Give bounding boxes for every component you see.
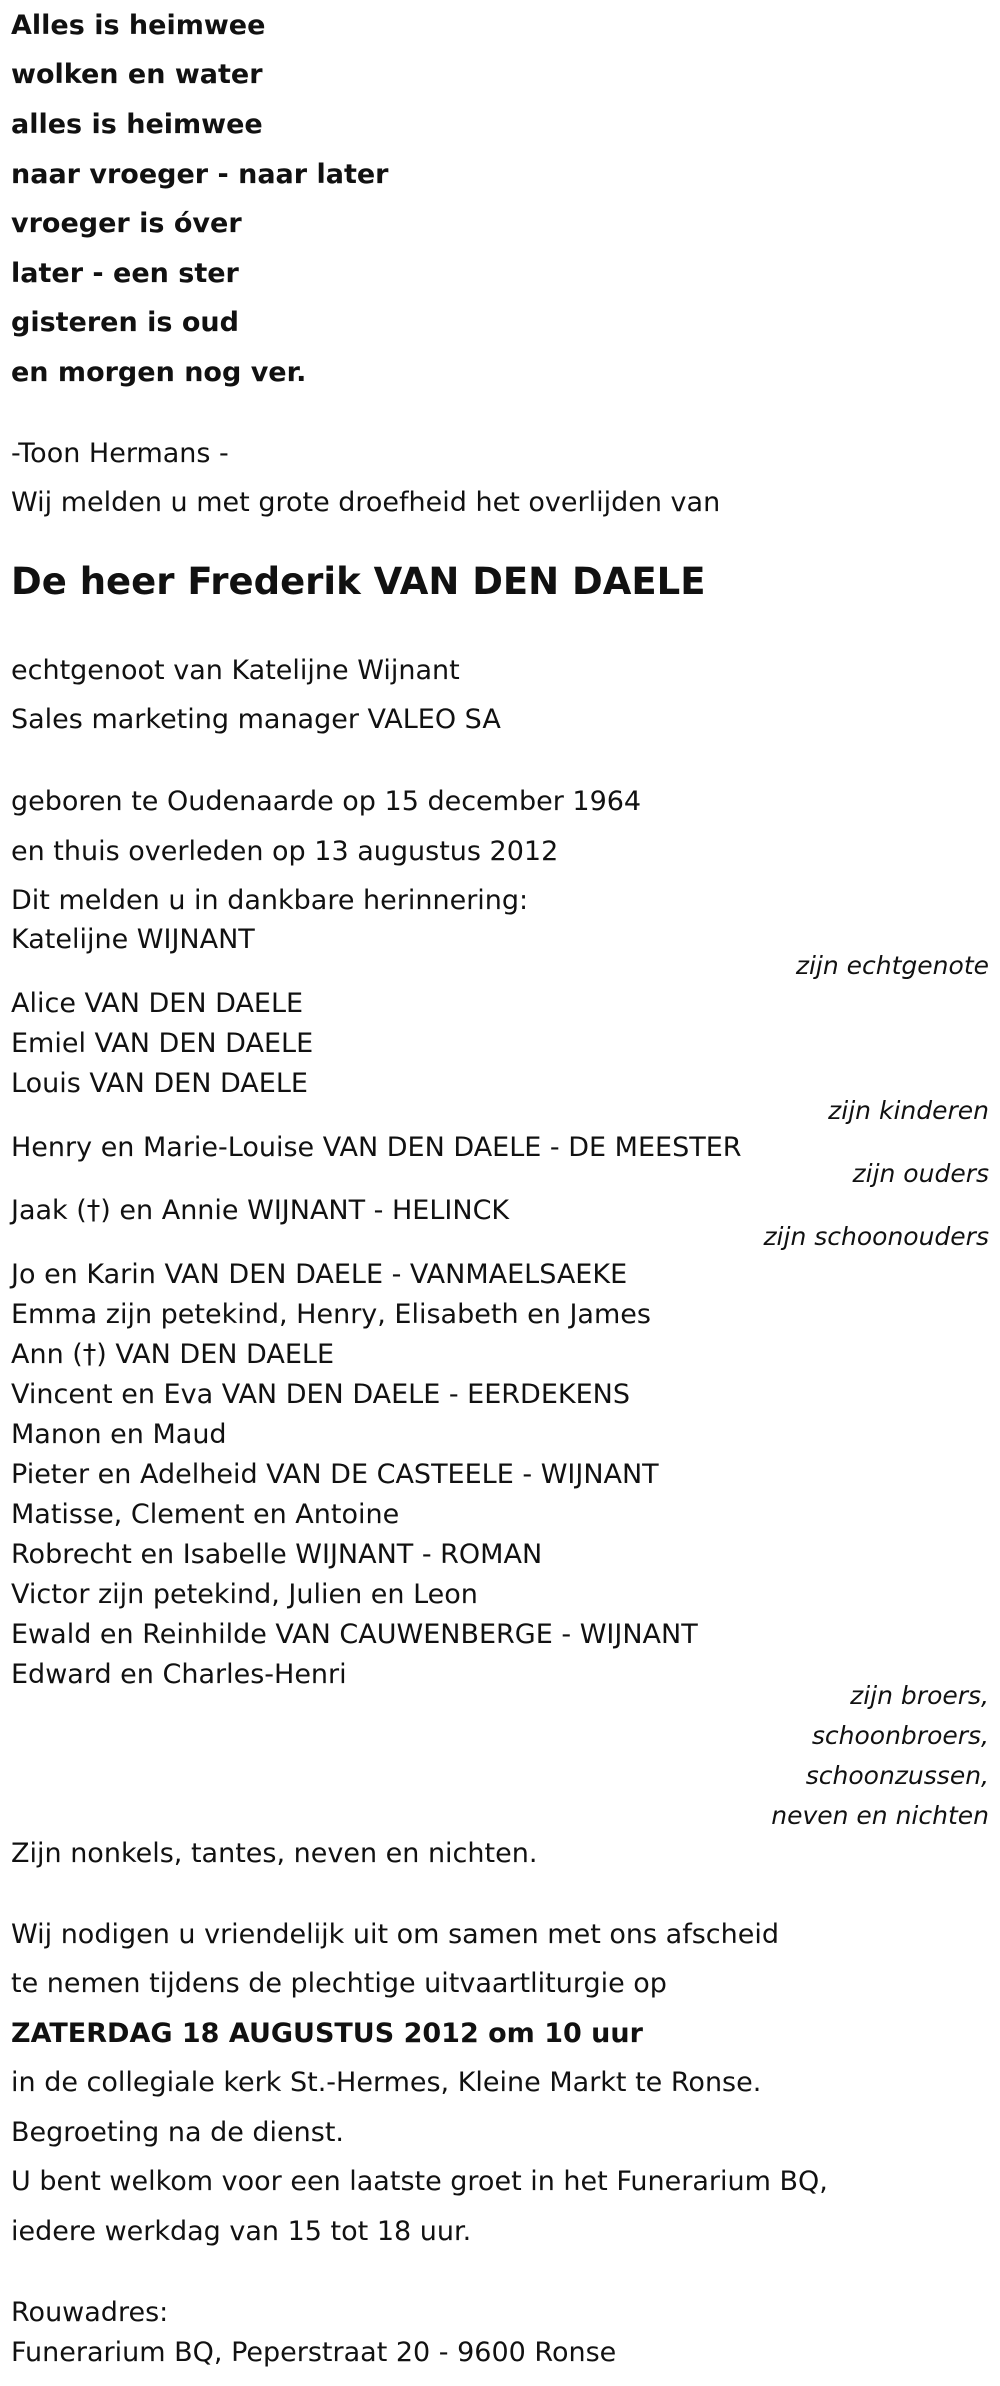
ceremony-location: in de collegiale kerk St.-Hermes, Kleine Markt te Ronse. [11, 2067, 762, 2098]
role-siblings: neven en nichten [771, 1801, 989, 1830]
poem-line: Alles is heimwee [11, 10, 266, 41]
family-sibling: Ewald en Reinhilde VAN CAUWENBERGE - WIJNANT [11, 1619, 698, 1650]
role-parents: zijn ouders [852, 1159, 989, 1188]
poem-line: wolken en water [11, 59, 263, 90]
deceased-name: De heer Frederik VAN DEN DAELE [11, 560, 706, 603]
role-siblings: zijn broers, [850, 1681, 989, 1710]
spouse-line: echtgenoot van Katelijne Wijnant [11, 655, 460, 686]
visit-line: iedere werkdag van 15 tot 18 uur. [11, 2216, 472, 2247]
family-sibling: Pieter en Adelheid VAN DE CASTEELE - WIJNANT [11, 1459, 659, 1490]
role-siblings: schoonbroers, [811, 1721, 989, 1750]
family-sibling: Matisse, Clement en Antoine [11, 1499, 400, 1530]
family-sibling: Emma zijn petekind, Henry, Elisabeth en James [11, 1299, 651, 1330]
ceremony-date: ZATERDAG 18 AUGUSTUS 2012 om 10 uur [11, 2018, 643, 2049]
job-line: Sales marketing manager VALEO SA [11, 704, 501, 735]
poem-line: vroeger is óver [11, 208, 242, 239]
family-sibling: Ann (†) VAN DEN DAELE [11, 1339, 334, 1370]
family-sibling: Robrecht en Isabelle WIJNANT - ROMAN [11, 1539, 543, 1570]
poem-line: en morgen nog ver. [11, 357, 307, 388]
family-sibling: Jo en Karin VAN DEN DAELE - VANMAELSAEKE [11, 1259, 628, 1290]
family-spouse: Katelijne WIJNANT [11, 924, 255, 955]
uncles-aunts-line: Zijn nonkels, tantes, neven en nichten. [11, 1838, 538, 1869]
family-sibling: Victor zijn petekind, Julien en Leon [11, 1579, 478, 1610]
announcement: Wij melden u met grote droefheid het overlijden van [11, 487, 721, 518]
role-spouse: zijn echtgenote [795, 951, 989, 980]
greeting-line: Begroeting na de dienst. [11, 2117, 345, 2148]
visit-line: U bent welkom voor een laatste groet in het Funerarium BQ, [11, 2166, 828, 2197]
family-sibling: Vincent en Eva VAN DEN DAELE - EERDEKENS [11, 1379, 631, 1410]
family-child: Louis VAN DEN DAELE [11, 1068, 308, 1099]
remembrance-intro: Dit melden u in dankbare herinnering: [11, 885, 529, 916]
invite-line: te nemen tijdens de plechtige uitvaartliturgie op [11, 1968, 667, 1999]
poem-author: -Toon Hermans - [11, 438, 229, 469]
family-sibling: Manon en Maud [11, 1419, 227, 1450]
poem-line: later - een ster [11, 258, 239, 289]
invite-line: Wij nodigen u vriendelijk uit om samen met ons afscheid [11, 1919, 779, 1950]
role-children: zijn kinderen [828, 1096, 989, 1125]
family-in-laws: Jaak (†) en Annie WIJNANT - HELINCK [11, 1195, 510, 1226]
died-line: en thuis overleden op 13 augustus 2012 [11, 836, 559, 867]
poem-line: gisteren is oud [11, 307, 239, 338]
family-sibling: Edward en Charles-Henri [11, 1659, 347, 1690]
role-in-laws: zijn schoonouders [763, 1222, 989, 1251]
poem-line: alles is heimwee [11, 109, 263, 140]
poem-line: naar vroeger - naar later [11, 159, 389, 190]
family-parents: Henry en Marie-Louise VAN DEN DAELE - DE MEESTER [11, 1132, 742, 1163]
family-child: Emiel VAN DEN DAELE [11, 1028, 314, 1059]
role-siblings: schoonzussen, [805, 1761, 989, 1790]
family-child: Alice VAN DEN DAELE [11, 988, 304, 1019]
born-line: geboren te Oudenaarde op 15 december 1964 [11, 786, 642, 817]
address-label: Rouwadres: [11, 2297, 169, 2328]
address-value: Funerarium BQ, Peperstraat 20 - 9600 Ronse [11, 2337, 617, 2368]
